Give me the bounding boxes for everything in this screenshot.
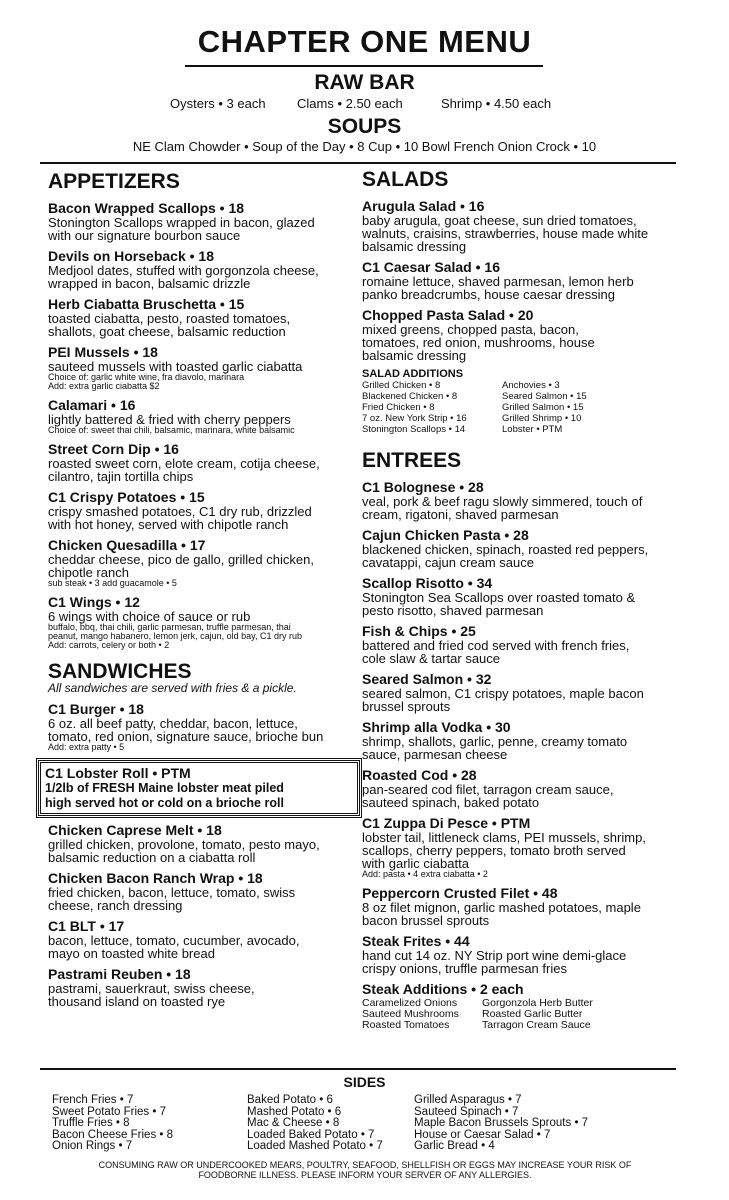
sandwiches-heading: SANDWICHES (48, 660, 192, 683)
appetizers-heading: APPETIZERS (48, 170, 180, 193)
item-name: Chicken Quesadilla • 17 (48, 537, 206, 553)
item-description: pesto risotto, shaved parmesan (362, 603, 544, 618)
sides-column (247, 1095, 383, 1153)
item-name: Roasted Cod • 28 (362, 767, 477, 783)
divider (40, 162, 676, 164)
item-description: with hot honey, served with chipotle ranch (48, 517, 289, 532)
side-item: Loaded Mashed Potato • 7 (247, 1140, 383, 1152)
left-column (45, 170, 350, 1009)
item-name: C1 Wings • 12 (48, 594, 140, 610)
salad-addition: Anchovies • 3 (502, 380, 560, 391)
item-name: Peppercorn Crusted Filet • 48 (362, 885, 558, 901)
menu-item (48, 296, 350, 338)
steak-addition: Caramelized Onions (362, 997, 458, 1009)
item-description: crispy smashed potatoes, C1 dry rub, drizzled (48, 504, 312, 519)
steak-additions (362, 998, 678, 1031)
item-description: balsamic dressing (362, 239, 467, 254)
item-description: hand cut 14 oz. NY Strip port wine demi-glace (362, 948, 627, 963)
steak-addition: Roasted Tomatoes (362, 1019, 450, 1031)
side-item: Onion Rings • 7 (52, 1140, 133, 1152)
item-description: 6 wings with choice of sauce or rub (48, 609, 251, 624)
item-description: lightly battered & fried with cherry peppers (48, 412, 291, 427)
side-item: Maple Bacon Brussels Sprouts • 7 (414, 1117, 589, 1129)
sandwiches-note: All sandwiches are served with fries & a pickle. (48, 681, 297, 695)
divider (40, 1068, 676, 1070)
item-description: mixed greens, chopped pasta, bacon, (362, 322, 579, 337)
item-description: mayo on toasted white bread (48, 946, 215, 961)
item-description: seared salmon, C1 crispy potatoes, maple bacon (362, 686, 644, 701)
item-description: sauteed spinach, baked potato (362, 795, 540, 810)
item-description: shallots, goat cheese, balsamic reduction (48, 324, 286, 339)
item-description: tomato, red onion, signature sauce, brioche bun (48, 729, 324, 744)
item-description: brussel sprouts (362, 699, 451, 714)
menu-item (362, 815, 678, 879)
item-description: sauteed mussels with toasted garlic ciabatta (48, 359, 303, 374)
side-item: House or Caesar Salad • 7 (414, 1128, 551, 1141)
sides-heading: SIDES (343, 1074, 386, 1090)
item-name: C1 Crispy Potatoes • 15 (48, 489, 205, 505)
item-name: Seared Salmon • 32 (362, 671, 492, 687)
side-item: Garlic Bread • 4 (414, 1140, 495, 1152)
item-name: Bacon Wrapped Scallops • 18 (48, 200, 245, 216)
menu-item (362, 259, 678, 301)
side-item: Sauteed Spinach • 7 (414, 1105, 519, 1118)
menu-item (48, 200, 350, 242)
item-name: C1 BLT • 17 (48, 918, 125, 934)
salad-additions-heading: SALAD ADDITIONS (362, 368, 464, 380)
side-item: French Fries • 7 (52, 1094, 134, 1106)
raw-bar-item: Shrimp • 4.50 each (441, 96, 552, 111)
side-item: Truffle Fries • 8 (52, 1117, 130, 1129)
allergy-warning (40, 1160, 690, 1180)
item-name: C1 Caesar Salad • 16 (362, 259, 500, 275)
salad-addition: Seared Salmon • 15 (502, 391, 587, 402)
sandwiches-list (48, 822, 350, 1008)
menu-item (48, 248, 350, 290)
menu-title: CHAPTER ONE MENU (197, 24, 532, 59)
raw-bar-item: Oysters • 3 each (170, 96, 266, 111)
menu-item (362, 307, 678, 362)
salad-addition: Stonington Scallops • 14 (362, 424, 466, 435)
item-description: cavatappi, cajun cream sauce (362, 555, 534, 570)
entrees-list (362, 479, 678, 975)
steak-addition: Sauteed Mushrooms (362, 1008, 459, 1020)
menu-item (48, 441, 350, 483)
item-description: toasted ciabatta, pesto, roasted tomatoes, (48, 311, 291, 326)
item-name: PEI Mussels • 18 (48, 344, 158, 360)
item-option: Add: extra garlic ciabatta $2 (48, 381, 160, 391)
warning-line: CONSUMING RAW OR UNDERCOOKED MEARS, POULTRY, SEAFOOD, SHELLFISH OR EGGS MAY INCREASE YOUR RISK OF (98, 1160, 632, 1170)
salad-addition: Grilled Shrimp • 10 (502, 413, 582, 424)
soups-line: NE Clam Chowder • Soup of the Day • 8 Cup • 10 Bowl French Onion Crock • 10 (132, 139, 597, 154)
item-name: Shrimp alla Vodka • 30 (362, 719, 511, 735)
steak-addition: Gorgonzola Herb Butter (482, 997, 593, 1009)
item-description: balsamic reduction on a ciabatta roll (48, 850, 256, 865)
sides-column (414, 1095, 588, 1153)
salad-addition: Blackened Chicken • 8 (362, 391, 458, 402)
item-description: balsamic dressing (362, 348, 467, 363)
item-description: with our signature bourbon sauce (48, 228, 241, 243)
menu-item (362, 479, 678, 521)
item-description: 6 oz. all beef patty, cheddar, bacon, lettuce, (48, 716, 298, 731)
item-description: shrimp, shallots, garlic, penne, creamy tomato (362, 734, 628, 749)
item-option: Add: carrots, celery or both • 2 (48, 640, 170, 650)
item-description: lobster tail, littleneck clams, PEI mussels, shrimp, (362, 830, 646, 845)
item-option: peanut, mango habanero, lemon jerk, cajun, old bay, C1 dry rub (48, 631, 302, 641)
menu-item (48, 537, 350, 588)
raw-bar-heading: RAW BAR (314, 71, 415, 94)
menu-item (362, 198, 678, 253)
steak-additions-column (482, 998, 602, 1031)
item-name: Pastrami Reuben • 18 (48, 966, 191, 982)
item-name: Devils on Horseback • 18 (48, 248, 214, 264)
item-description: fried chicken, bacon, lettuce, tomato, swiss (48, 885, 296, 900)
menu-item (48, 397, 350, 435)
item-option: Add: pasta • 4 extra ciabatta • 2 (362, 869, 488, 879)
item-option: Choice of: garlic white wine, fra diavolo, marinara (48, 372, 245, 382)
item-option: buffalo, bbq, thai chili, garlic parmesan, truffle parmesan, thai (48, 622, 291, 632)
salad-addition: Grilled Salmon • 15 (502, 402, 584, 413)
item-name: Scallop Risotto • 34 (362, 575, 493, 591)
item-description: cole slaw & tartar sauce (362, 651, 501, 666)
item-name: Calamari • 16 (48, 397, 136, 413)
item-description: tomatoes, red onion, mushrooms, house (362, 335, 595, 350)
item-description: pan-seared cod filet, tarragon cream sauce, (362, 782, 614, 797)
item-name: C1 Zuppa Di Pesce • PTM (362, 815, 531, 831)
steak-additions-heading: Steak Additions • 2 each (362, 981, 524, 997)
sandwiches-list (48, 701, 350, 752)
steak-addition: Roasted Garlic Butter (482, 1008, 583, 1020)
item-description: panko breadcrumbs, house caesar dressing (362, 287, 615, 302)
side-item: Sweet Potato Fries • 7 (52, 1105, 166, 1118)
menu-item (362, 527, 678, 569)
item-option: sub steak • 3 add guacamole • 5 (48, 578, 177, 588)
item-description: walnuts, craisins, strawberries, house made white (362, 226, 649, 241)
salad-additions-column (362, 380, 502, 435)
side-item: Mashed Potato • 6 (247, 1105, 342, 1118)
menu-item (362, 671, 678, 713)
salad-addition: 7 oz. New York Strip • 16 (362, 413, 467, 424)
item-description: with garlic ciabatta (362, 856, 469, 871)
menu-item (48, 489, 350, 531)
salads-heading: SALADS (362, 168, 449, 191)
item-name: Arugula Salad • 16 (362, 198, 485, 214)
item-name: C1 Bolognese • 28 (362, 479, 484, 495)
item-description: crispy onions, truffle parmesan fries (362, 961, 567, 976)
menu-item (362, 767, 678, 809)
menu-item (48, 966, 350, 1008)
salad-addition: Grilled Chicken • 8 (362, 380, 441, 391)
item-name: Chicken Caprese Melt • 18 (48, 822, 222, 838)
item-description: baby arugula, goat cheese, sun dried tomatoes, (362, 213, 637, 228)
item-description: chipotle ranch (48, 565, 129, 580)
item-description: pastrami, sauerkraut, swiss cheese, (48, 981, 255, 996)
menu-item (48, 870, 350, 912)
salad-additions-column (502, 380, 642, 435)
right-column (362, 168, 678, 1031)
item-description: bacon brussel sprouts (362, 913, 490, 928)
menu-item (362, 623, 678, 665)
steak-addition: Tarragon Cream Sauce (482, 1019, 591, 1031)
salad-additions (362, 380, 678, 435)
steak-additions-column (362, 998, 482, 1031)
item-description: battered and fried cod served with french fries, (362, 638, 630, 653)
appetizers-list (48, 200, 350, 650)
side-item: Baked Potato • 6 (247, 1094, 333, 1106)
item-description: cilantro, tajin tortilla chips (48, 469, 194, 484)
menu-item (362, 885, 678, 927)
featured-lobster-roll (38, 760, 360, 816)
item-description: cheese, ranch dressing (48, 898, 183, 913)
item-description: blackened chicken, spinach, roasted red peppers, (362, 542, 649, 557)
soups-heading: SOUPS (327, 115, 402, 138)
menu-item (362, 575, 678, 617)
item-description: 8 oz filet mignon, garlic mashed potatoes, maple (362, 900, 641, 915)
salad-addition: Fried Chicken • 8 (362, 402, 435, 413)
item-name: Steak Frites • 44 (362, 933, 470, 949)
menu-item (48, 344, 350, 391)
item-description: cream, rigatoni, shaved parmesan (362, 507, 559, 522)
side-item: Grilled Asparagus • 7 (414, 1094, 522, 1106)
salads-list (362, 198, 678, 362)
item-description: sauce, parmesan cheese (362, 747, 508, 762)
side-item: Bacon Cheese Fries • 8 (52, 1128, 174, 1141)
item-description: wrapped in bacon, balsamic drizzle (48, 276, 251, 291)
item-name: Cajun Chicken Pasta • 28 (362, 527, 529, 543)
item-description: Stonington Scallops wrapped in bacon, glazed (48, 215, 315, 230)
menu-item (362, 719, 678, 761)
item-description: cheddar cheese, pico de gallo, grilled chicken, (48, 552, 314, 567)
item-name: Street Corn Dip • 16 (48, 441, 179, 457)
menu-item (48, 822, 350, 864)
item-description: roasted sweet corn, elote cream, cotija cheese, (48, 456, 320, 471)
item-option: Choice of: sweet thai chili, balsamic, marinara, white balsamic (48, 425, 295, 435)
item-description: Medjool dates, stuffed with gorgonzola cheese, (48, 263, 319, 278)
title-underline (185, 65, 543, 67)
sides-column (52, 1095, 173, 1153)
item-name: Fish & Chips • 25 (362, 623, 476, 639)
item-description: romaine lettuce, shaved parmesan, lemon herb (362, 274, 634, 289)
item-description: grilled chicken, provolone, tomato, pesto mayo, (48, 837, 320, 852)
warning-line: FOODBORNE ILLNESS. PLEASE INFORM YOUR SERVER OF ANY ALLERGIES. (198, 1170, 532, 1180)
raw-bar-item: Clams • 2.50 each (297, 96, 403, 111)
item-description: high served hot or cold on a brioche roll (45, 796, 284, 810)
menu-item (362, 933, 678, 975)
item-description: bacon, lettuce, tomato, cucumber, avocado, (48, 933, 300, 948)
entrees-heading: ENTREES (362, 449, 462, 472)
item-name: C1 Lobster Roll • PTM (45, 765, 191, 781)
item-name: Herb Ciabatta Bruschetta • 15 (48, 296, 245, 312)
item-name: Chicken Bacon Ranch Wrap • 18 (48, 870, 263, 886)
item-option: Add: extra patty • 5 (48, 742, 125, 752)
side-item: Loaded Baked Potato • 7 (247, 1128, 375, 1141)
item-description: veal, pork & beef ragu slowly simmered, touch of (362, 494, 643, 509)
item-description: scallops, cherry peppers, tomato broth served (362, 843, 626, 858)
menu-item (48, 701, 350, 752)
salad-addition: Lobster • PTM (502, 424, 563, 435)
item-name: Chopped Pasta Salad • 20 (362, 307, 534, 323)
side-item: Mac & Cheese • 8 (247, 1117, 340, 1129)
item-description: thousand island on toasted rye (48, 994, 226, 1009)
menu-item (48, 918, 350, 960)
item-description: Stonington Sea Scallops over roasted tomato & (362, 590, 636, 605)
menu-item (48, 594, 350, 650)
item-name: C1 Burger • 18 (48, 701, 144, 717)
item-description: 1/2lb of FRESH Maine lobster meat piled (45, 781, 284, 795)
